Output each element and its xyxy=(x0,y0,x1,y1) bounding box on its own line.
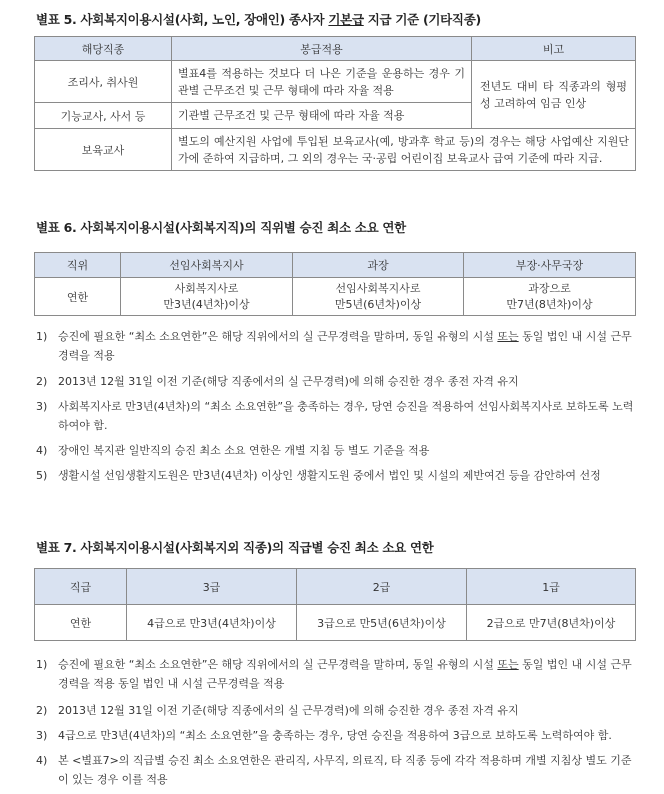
note-number: 1) xyxy=(36,330,48,343)
table6-header-position: 직위 xyxy=(35,253,121,278)
table6-cell-senior-line2: 만3년(4년차)이상 xyxy=(163,297,250,311)
table7 xyxy=(34,568,636,641)
note-underlined: 또는 xyxy=(497,658,519,671)
table7-note-2 xyxy=(36,701,636,720)
table6-cell-director-line2: 만7년(8년차)이상 xyxy=(506,297,593,311)
table7-title: 별표 7. 사회복지이용시설(사회복지외 직종)의 직급별 승진 최소 소요 연한 xyxy=(36,540,434,555)
table6-row-label: 연한 xyxy=(35,278,121,316)
note-text: 2013년 12월 31일 이전 기준(해당 직종에서의 실 근무경력)에 의해 승진한 경우 종전 자격 유지 xyxy=(58,375,519,388)
note-text: 승진에 필요한 “최소 소요연한”은 해당 직위에서의 실 근무경력을 말하며, 동일 유형의 시설 xyxy=(58,330,498,343)
note-text: 승진에 필요한 “최소 소요연한”은 해당 직위에서의 실 근무경력을 말하며, 동일 유형의 시설 xyxy=(58,658,498,671)
table5-title-pre: 별표 5. 사회복지이용시설(사회, 노인, 장애인) 종사자 xyxy=(36,12,329,27)
table5-title-post: 지급 기준 (기타직종) xyxy=(363,12,481,27)
note-text: 장애인 복지관 일반직의 승진 최소 소요 연한은 개별 지침 등 별도 기준을 적용 xyxy=(58,444,430,457)
table5-header-rule: 봉급적용 xyxy=(172,37,472,61)
table5 xyxy=(34,36,636,171)
table6-header-senior: 선임사회복지사 xyxy=(121,253,293,278)
note-text: 4급으로 만3년(4년차)의 “최소 소요연한”을 충족하는 경우, 당연 승진을 적용하여 3급으로 보하도록 노력하여야 함. xyxy=(58,729,612,742)
table5-row2-job: 기능교사, 사서 등 xyxy=(35,103,172,129)
table5-row3-rule: 별도의 예산지원 사업에 투입된 보육교사(예, 방과후 학교 등)의 경우는 해당 사업예산 지원단가에 준하여 지급하며, 그 외의 경우는 국·공립 어린이집 보육교사 급여 기준에 따라 지급. xyxy=(172,129,636,171)
table7-note-4 xyxy=(36,751,636,789)
table6-cell-director-line1: 과장으로 xyxy=(528,281,571,295)
table6-note-5 xyxy=(36,466,636,485)
table5-remark: 전년도 대비 타 직종과의 형평성 고려하여 임금 인상 xyxy=(472,61,636,129)
table6-note-1 xyxy=(36,327,636,365)
table7-cell-1: 2급으로 만7년(8년차)이상 xyxy=(467,605,636,641)
note-text: 2013년 12월 31일 이전 기준(해당 직종에서의 실 근무경력)에 의해 승진한 경우 종전 자격 유지 xyxy=(58,704,519,717)
table7-row-label: 연한 xyxy=(35,605,127,641)
table5-title-underlined: 기본급 xyxy=(328,12,364,27)
table6-cell-senior-line1: 사회복지사로 xyxy=(174,281,239,295)
table7-note-1 xyxy=(36,655,636,693)
note-text: 생활시설 선임생활지도원은 만3년(4년차) 이상인 생활지도원 중에서 법인 및 시설의 제반여건 등을 감안하여 선정 xyxy=(58,469,601,482)
table5-row1-rule: 별표4를 적용하는 것보다 더 나은 기준을 운용하는 경우 기관별 근무조건 및 근무 형태에 따라 자율 적용 xyxy=(172,61,472,103)
note-number: 2) xyxy=(36,704,48,717)
table6-cell-manager-line2: 만5년(6년차)이상 xyxy=(334,297,422,311)
table6-cell-manager xyxy=(293,278,464,316)
table7-header-2: 2급 xyxy=(297,569,467,605)
note-number: 3) xyxy=(36,400,48,413)
table5-row3-job: 보육교사 xyxy=(35,129,172,171)
table7-header-1: 1급 xyxy=(467,569,636,605)
table7-cell-2: 3급으로 만5년(6년차)이상 xyxy=(297,605,467,641)
table6-note-4 xyxy=(36,441,636,460)
note-number: 3) xyxy=(36,729,48,742)
note-number: 2) xyxy=(36,375,48,388)
table6-cell-senior xyxy=(121,278,293,316)
table6-cell-manager-line1: 선임사회복지사로 xyxy=(335,281,421,295)
note-underlined: 또는 xyxy=(497,330,519,343)
note-number: 1) xyxy=(36,658,48,671)
table5-header-remark: 비고 xyxy=(472,37,636,61)
table6-title: 별표 6. 사회복지이용시설(사회복지직)의 직위별 승진 최소 소요 연한 xyxy=(36,220,406,235)
note-text-post: 동일 법인 내 시설 근무경력을 적용 동일 법인 내 시설 근무경력을 적용 xyxy=(58,658,632,690)
table5-title xyxy=(36,10,481,28)
table6-note-3 xyxy=(36,397,636,435)
note-number: 4) xyxy=(36,754,48,767)
table7-cell-3: 4급으로 만3년(4년차)이상 xyxy=(127,605,297,641)
note-text-post: 동일 법인 내 시설 근무경력을 적용 xyxy=(58,330,632,362)
table7-header-3: 3급 xyxy=(127,569,297,605)
table7-header-grade: 직급 xyxy=(35,569,127,605)
table5-row1-job: 조리사, 취사원 xyxy=(35,61,172,103)
table5-header-job: 해당직종 xyxy=(35,37,172,61)
table6-header-manager: 과장 xyxy=(293,253,464,278)
table5-row2-rule: 기관별 근무조건 및 근무 형태에 따라 자율 적용 xyxy=(172,103,472,129)
note-number: 5) xyxy=(36,469,48,482)
note-text: 사회복지사로 만3년(4년차)의 “최소 소요연한”을 충족하는 경우, 당연 승진을 적용하여 선임사회복지사로 보하도록 노력하여야 함. xyxy=(58,400,634,432)
table6 xyxy=(34,252,636,316)
note-text: 본 <별표7>의 직급별 승진 최소 소요연한은 관리직, 사무직, 의료직, 타 직종 등에 각각 적용하며 개별 지침상 별도 기준이 있는 경우 이를 적용 xyxy=(58,754,632,786)
table6-header-director: 부장·사무국장 xyxy=(464,253,636,278)
table6-note-2 xyxy=(36,372,636,391)
note-number: 4) xyxy=(36,444,48,457)
table6-cell-director xyxy=(464,278,636,316)
table7-note-3 xyxy=(36,726,636,745)
